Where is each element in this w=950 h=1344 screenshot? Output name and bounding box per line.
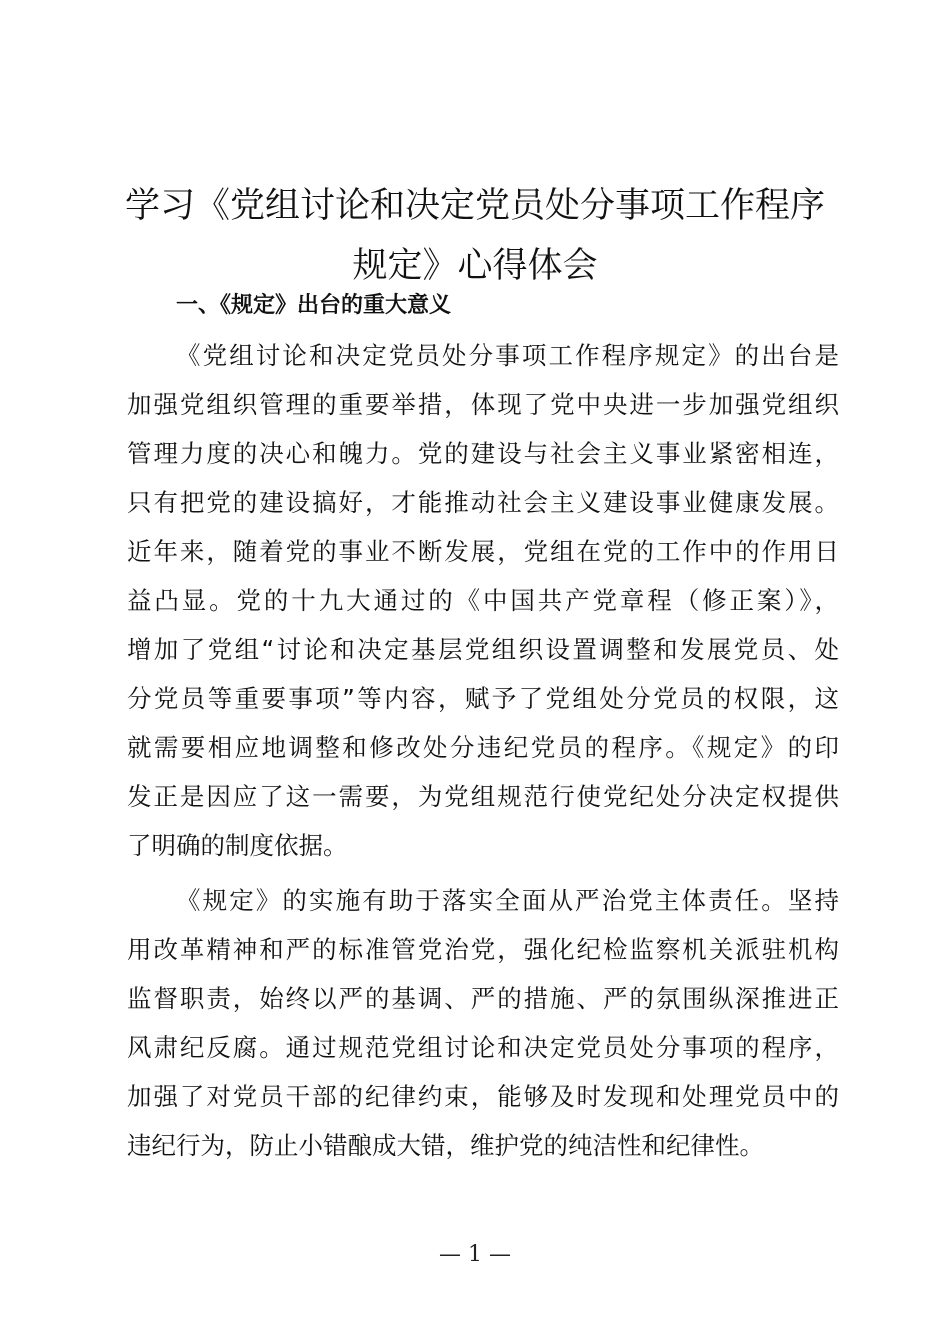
paragraph-line: 加强党组织管理的重要举措，体现了党中央进一步加强党组织 [127,390,839,419]
paragraph-line: 益凸显。党的十九大通过的《中国共产党章程（修正案）》， [127,586,839,615]
paragraph-line: 用改革精神和严的标准管党治党，强化纪检监察机关派驻机构 [127,935,839,964]
paragraph-significance [127,331,839,870]
section-heading: 一、《规定》出台的重大意义 [176,292,452,318]
paragraph-line: 管理力度的决心和魄力。党的建设与社会主义事业紧密相连， [127,439,839,468]
paragraph-line: 发正是因应了这一需要，为党组规范行使党纪处分决定权提供 [127,782,839,811]
paragraph-line: 违纪行为，防止小错酿成大错，维护党的纯洁性和纪律性。 [127,1131,764,1160]
paragraph-line: 了明确的制度依据。 [127,831,348,860]
paragraph-line: 近年来，随着党的事业不断发展，党组在党的工作中的作用日 [127,537,839,566]
paragraph-line: 加强了对党员干部的纪律约束，能够及时发现和处理党员中的 [127,1082,839,1111]
document-title [110,176,840,296]
title-line-2: 规定》心得体会 [352,246,598,286]
paragraph-responsibility [127,876,839,1170]
page-number: — 1 — [439,1242,511,1267]
paragraph-line: 增加了党组“讨论和决定基层党组织设置调整和发展党员、处 [127,635,839,664]
title-line-1: 学习《党组讨论和决定党员处分事项工作程序 [124,186,825,226]
paragraph-line: 监督职责，始终以严的基调、严的措施、严的氛围纵深推进正 [127,984,839,1013]
paragraph-line: 《党组讨论和决定党员处分事项工作程序规定》的出台是 [176,341,839,370]
paragraph-line: 只有把党的建设搞好，才能推动社会主义建设事业健康发展。 [127,488,839,517]
paragraph-line: 就需要相应地调整和修改处分违纪党员的程序。《规定》的印 [127,733,839,762]
paragraph-line: 分党员等重要事项”等内容，赋予了党组处分党员的权限，这 [127,684,839,713]
paragraph-line: 《规定》的实施有助于落实全面从严治党主体责任。坚持 [176,886,839,915]
paragraph-line: 风肃纪反腐。通过规范党组讨论和决定党员处分事项的程序， [127,1033,839,1062]
